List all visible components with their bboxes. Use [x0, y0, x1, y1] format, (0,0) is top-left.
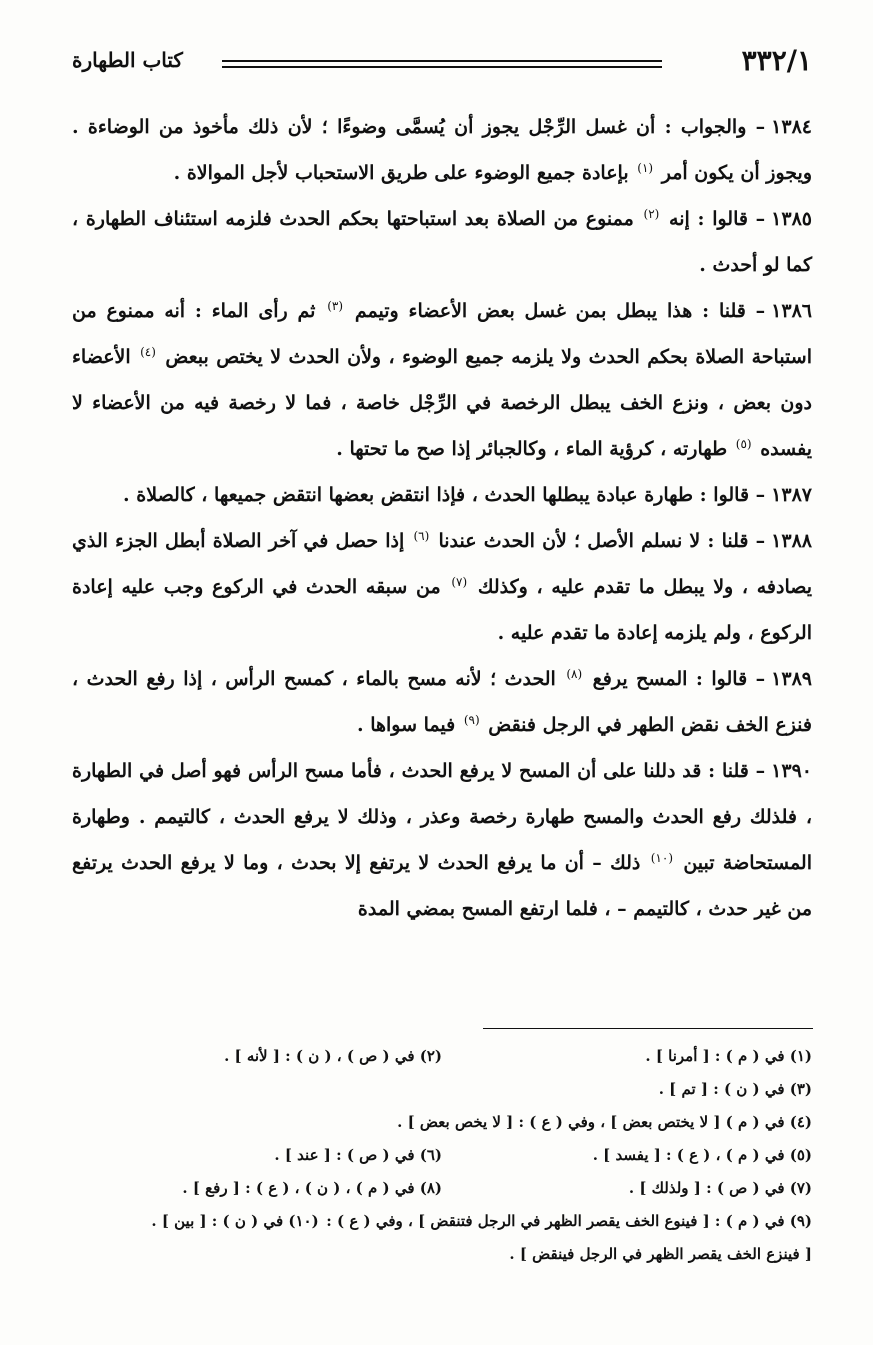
footnote: (٧) في ( ص ) : [ ولذلك ] .	[628, 1179, 812, 1197]
footnote-row	[72, 1073, 812, 1106]
paragraph	[72, 104, 812, 196]
footnote: (٣) في ( ن ) : [ تم ] .	[658, 1080, 812, 1098]
footnote-reference: (٨)	[566, 666, 583, 681]
page-number: ٣٣٢/١	[741, 44, 812, 77]
footnote-reference: (٦)	[413, 528, 430, 543]
paragraph-text: – والجواب : أن غسل الرِّجْل يجوز أن يُسمَّى وضوءًا ؛ لأن ذلك مأخوذ من الوضاءة . ويجوز أن يكون أمر	[72, 116, 812, 184]
paragraph-text: – قلنا : هذا يبطل بمن غسل بعض الأعضاء وتيمم	[345, 300, 766, 322]
paragraph	[72, 518, 812, 656]
paragraph-text: ممنوع من الصلاة بعد استباحتها بحكم الحدث فلزمه استئناف الطهارة ، كما لو أحدث .	[72, 208, 812, 276]
paragraph	[72, 472, 812, 518]
paragraph-text: من سبقه الحدث في الركوع وجب عليه إعادة الركوع ، ولم يلزمه إعادة ما تقدم عليه .	[72, 576, 812, 644]
footnote-row	[72, 1139, 812, 1172]
paragraph-number: ١٣٨٥	[771, 208, 812, 230]
footnote-reference: (٧)	[451, 574, 468, 589]
footnote-reference: (١)	[637, 160, 654, 175]
footnote: (١٠) في ( ن ) : [ بين ] .	[151, 1212, 319, 1230]
footnote-row	[72, 1040, 812, 1073]
footnote: (١) في ( م ) : [ أمرنا ] .	[645, 1047, 812, 1065]
paragraph-text: – قالوا : المسح يرفع	[584, 668, 766, 690]
footnote: (٢) في ( ص ) ، ( ن ) : [ لأنه ] .	[224, 1047, 442, 1065]
paragraph	[72, 656, 812, 748]
paragraph-text: – قلنا : قد دللنا على أن المسح لا يرفع الحدث ، فأما مسح الرأس فهو أصل في الطهارة ، فلذلك رفع الحدث والمسح طهارة رخصة وعذر ، وذلك لا يرفع الحدث ، كالتيمم . وطهارة المستحاضة تبين	[72, 760, 813, 874]
main-text	[72, 104, 812, 932]
paragraph-text: طهارته ، كرؤية الماء ، وكالجبائر إذا صح ما تحتها .	[336, 438, 734, 460]
paragraph-text: – قلنا : لا نسلم الأصل ؛ لأن الحدث عندنا	[431, 530, 766, 552]
footnote-reference: (٢)	[643, 206, 660, 221]
paragraph-text: إذا حصل في آخر الصلاة أبطل الجزء الذي يصادفه ، ولا يبطل ما تقدم عليه ، وكذلك	[72, 530, 812, 598]
paragraph-text: ثم رأى الماء : أنه ممنوع من استباحة الصلاة بحكم الحدث ولا يلزمه جميع الوضوء ، ولأن الحدث لا يختص ببعض	[72, 300, 812, 368]
header-rule	[222, 60, 662, 68]
footnote-row	[72, 1172, 812, 1205]
paragraph-text: – قالوا : طهارة عبادة يبطلها الحدث ، فإذا انتقض بعضها انتقض جميعها ، كالصلاة .	[123, 484, 766, 506]
footnote-rule	[483, 1028, 813, 1029]
paragraph	[72, 748, 812, 932]
footnote: (٨) في ( م ) ، ( ن ) ، ( ع ) : [ رفع ] .	[182, 1179, 442, 1197]
footnote-reference: (٥)	[735, 436, 752, 451]
paragraph-number: ١٣٨٦	[771, 300, 812, 322]
paragraph-text: الأعضاء دون بعض ، ونزع الخف يبطل الرخصة في الرِّجْل خاصة ، فما لا رخصة فيه من الأعضاء لا يفسده	[72, 346, 812, 460]
paragraph-text: الحدث ؛ لأنه مسح بالماء ، كمسح الرأس ، إذا رفع الحدث ، فنزع الخف نقض الطهر في الرجل فنقض	[72, 668, 812, 736]
footnote-row	[72, 1106, 812, 1139]
running-title: كتاب الطهارة	[72, 48, 183, 72]
paragraph	[72, 288, 812, 472]
footnote-reference: (٩)	[463, 712, 480, 727]
footnote-reference: (١٠)	[650, 850, 673, 865]
paragraph-number: ١٣٨٤	[771, 116, 812, 138]
paragraph-number: ١٣٩٠	[771, 760, 812, 782]
paragraph-text: بإعادة جميع الوضوء على طريق الاستحباب لأجل الموالاة .	[173, 162, 636, 184]
paragraph-text: – قالوا : إنه	[661, 208, 766, 230]
paragraph-number: ١٣٨٩	[771, 668, 812, 690]
footnote-row	[72, 1205, 812, 1271]
paragraph-text: ذلك – أن ما يرفع الحدث لا يرتفع إلا بحدث ، وما لا يرفع الحدث يرتفع من غير حدث ، كالتيمم – ، فلما ارتفع المسح بمضي المدة	[72, 852, 812, 920]
paragraph-text: فيما سواها .	[356, 714, 462, 736]
footnote: (٩) في ( م ) : [ فينوع الخف يقصر الظهر في الرجل فتنقض ] ، وفي ( ع ) : [ فينزع الخف يقصر الظهر في الرجل فينقض ] .	[326, 1212, 812, 1263]
paragraph-number: ١٣٨٧	[771, 484, 812, 506]
paragraph	[72, 196, 812, 288]
footnote: (٦) في ( ص ) : [ عند ] .	[274, 1146, 442, 1164]
footnote: (٤) في ( م ) [ لا يختص بعض ] ، وفي ( ع ) : [ لا يخص بعض ] .	[397, 1113, 812, 1131]
paragraph-number: ١٣٨٨	[771, 530, 812, 552]
footnote-reference: (٣)	[327, 298, 344, 313]
footnote-reference: (٤)	[140, 344, 156, 359]
page-header	[72, 44, 812, 88]
footnote: (٥) في ( م ) ، ( ع ) : [ يفسد ] .	[592, 1146, 812, 1164]
footnotes	[72, 1040, 812, 1271]
